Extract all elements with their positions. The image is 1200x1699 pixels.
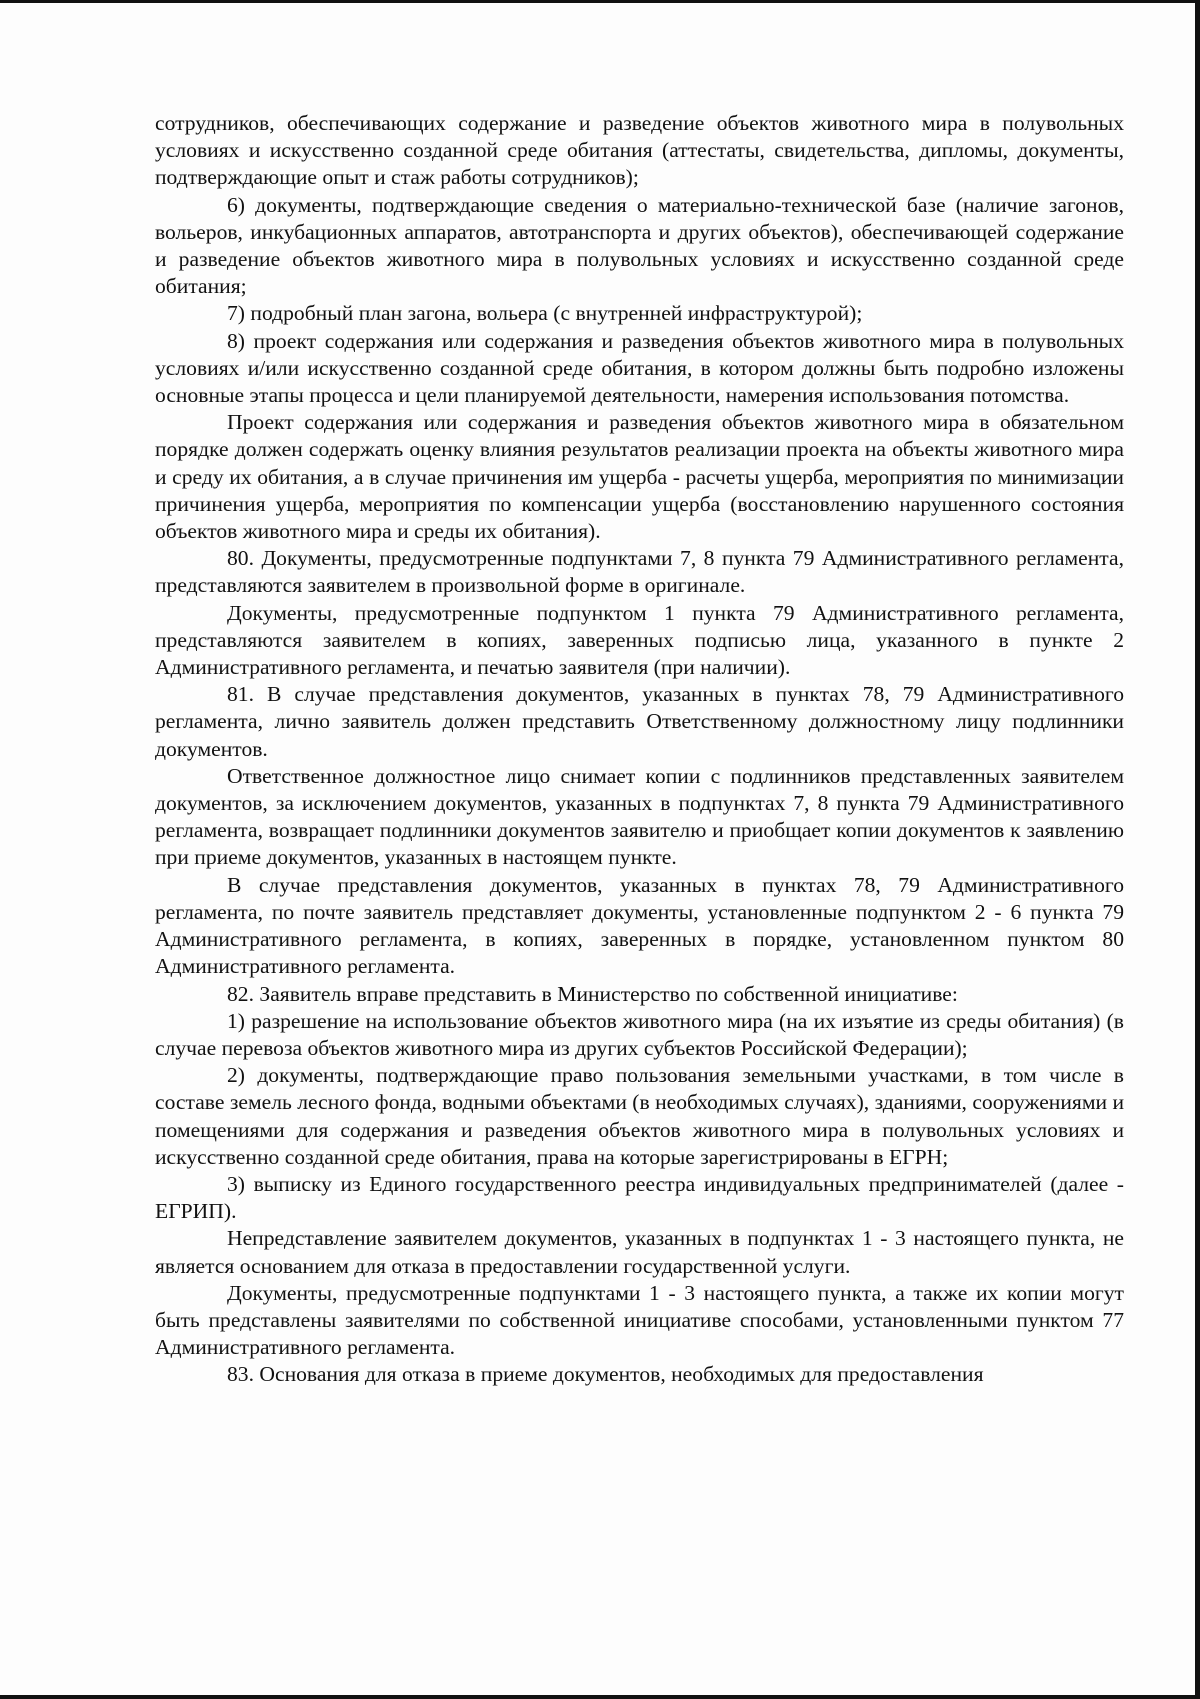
paragraph-project-requirements: Проект содержания или содержания и разведения объектов животного мира в обязательном порядке должен содержать оценку влияния результатов реализации проекта на объекты животного мира и среду их обитания, а в случае причинения им ущерба - расчеты ущерба, мероприятия по минимизации причинения ущерба, мероприятия по компенсации ущерба (восстановлению нарушенного состояния объектов животного мира и среды их обитания). — [155, 410, 1124, 544]
scan-border-top — [0, 0, 1200, 3]
paragraph-82-item-3: 3) выписку из Единого государственного реестра индивидуальных предпринимателей (далее - ЕГРИП). — [155, 1171, 1124, 1224]
paragraph-82-non-submission: Непредставление заявителем документов, указанных в подпунктах 1 - 3 настоящего пункта, не является основанием для отказа в предоставлении государственной услуги. — [155, 1226, 1124, 1278]
paragraph-81-copies: Ответственное должностное лицо снимает копии с подлинников представленных заявителем документов, за исключением документов, указанных в подпунктах 7, 8 пункта 79 Административного регламента, возвращает подлинники документов заявителю и приобщает копии документов к заявлению при приеме документов, указанных в настоящем пункте. — [155, 763, 1124, 870]
paragraph-item-8: 8) проект содержания или содержания и разведения объектов животного мира в полувольных условиях и/или искусственно созданной среде обитания, в котором должны быть подробно изложены основные этапы процесса и цели планируемой деятельности, намерения использования потомства. — [155, 328, 1124, 408]
paragraph-continuation: сотрудников, обеспечивающих содержание и разведение объектов животного мира в полувольных условиях и искусственно созданной среде обитания (аттестаты, свидетельства, дипломы, документы, подтверждающие опыт и стаж работы сотрудников); — [155, 111, 1124, 190]
paragraph-80-copies: Документы, предусмотренные подпунктом 1 пункта 79 Административного регламента, представляются заявителем в копиях, заверенных подписью лица, указанного в пункте 2 Административного регламента, и печатью заявителя (при наличии). — [155, 600, 1124, 680]
paragraph-82-item-1: 1) разрешение на использование объектов животного мира (на их изъятие из среды обитания) (в случае перевоза объектов животного мира из других субъектов Российской Федерации); — [155, 1008, 1124, 1060]
paragraph-81: 81. В случае представления документов, указанных в пунктах 78, 79 Административного регламента, лично заявитель должен представить Ответственному должностному лицу подлинники документов. — [155, 682, 1124, 761]
paragraph-item-6: 6) документы, подтверждающие сведения о материально-технической базе (наличие загонов, вольеров, инкубационных аппаратов, автотранспорта и других объектов), обеспечивающей содержание и разведение объектов животного мира в полувольных условиях и искусственно созданной среде обитания; — [155, 192, 1124, 299]
document-body — [155, 110, 1124, 1389]
paragraph-82-methods: Документы, предусмотренные подпунктами 1 - 3 настоящего пункта, а также их копии могут быть представлены заявителями по собственной инициативе способами, установленными пунктом 77 Административного регламента. — [155, 1280, 1124, 1360]
paragraph-81-mail: В случае представления документов, указанных в пунктах 78, 79 Административного регламента, по почте заявитель представляет документы, установленные подпунктом 2 - 6 пункта 79 Административного регламента, в копиях, заверенных в порядке, установленном пунктом 80 Административного регламента. — [155, 872, 1124, 979]
paragraph-80: 80. Документы, предусмотренные подпунктами 7, 8 пункта 79 Административного регламента, представляются заявителем в произвольной форме в оригинале. — [155, 546, 1124, 598]
scan-border-bottom — [0, 1695, 1200, 1699]
paragraph-83: 83. Основания для отказа в приеме документов, необходимых для предоставления — [227, 1362, 984, 1387]
paragraph-82: 82. Заявитель вправе представить в Министерство по собственной инициативе: — [227, 981, 958, 1006]
paragraph-item-7: 7) подробный план загона, вольера (с внутренней инфраструктурой); — [227, 301, 863, 326]
scan-border-right — [1195, 0, 1200, 1699]
paragraph-82-item-2: 2) документы, подтверждающие право пользования земельными участками, в том числе в составе земель лесного фонда, водными объектами (в необходимых случаях), зданиями, сооружениями и помещениями для содержания и разведения объектов животного мира в полувольных условиях и искусственно созданной среде обитания, права на которые зарегистрированы в ЕГРН; — [155, 1063, 1124, 1169]
